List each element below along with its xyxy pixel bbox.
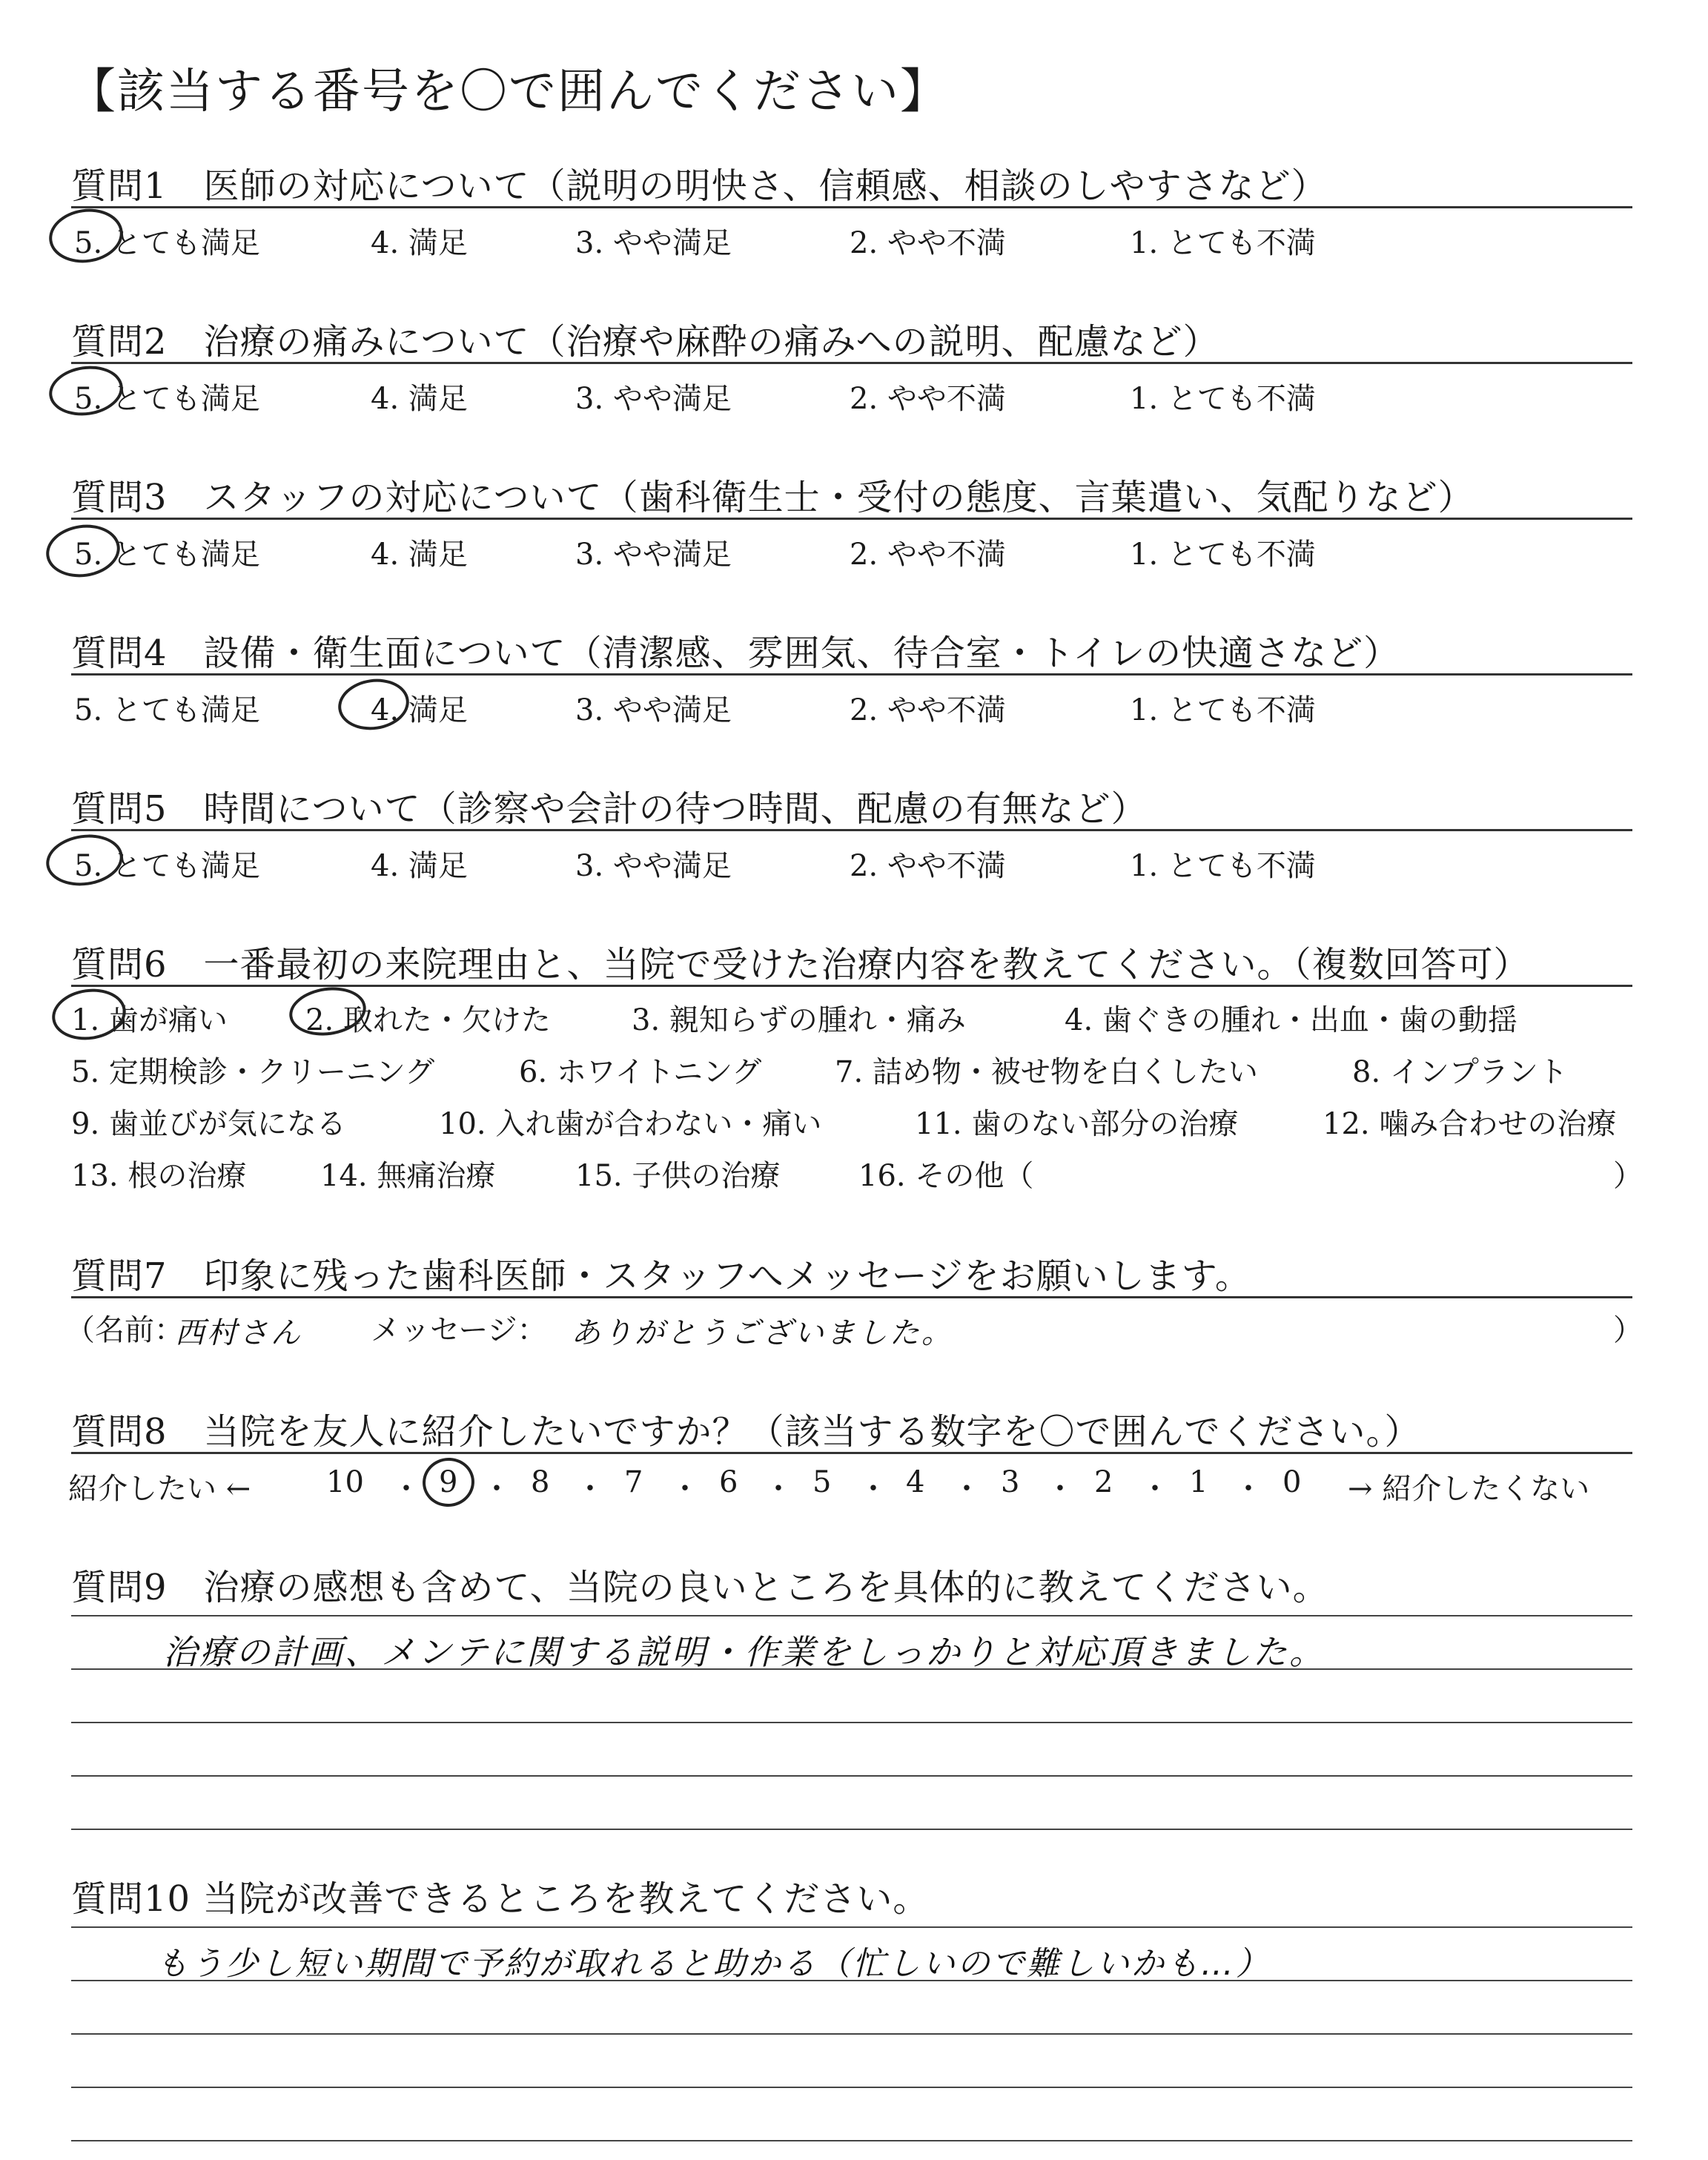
q6-rule — [71, 985, 1632, 987]
q9-answer-text[interactable]: 治療の計画、メンテに関する説明・作業をしっかりと対応頂きました。 — [163, 1632, 1325, 1672]
q7-message-value[interactable]: ありがとうございました。 — [571, 1316, 953, 1350]
q10-answer-line — [71, 2033, 1632, 2035]
q4-option-2[interactable]: 2. やや不満 — [850, 693, 1006, 727]
q9-answer-line — [71, 1775, 1632, 1777]
q6-option-8[interactable]: 8. インプラント — [1352, 1055, 1568, 1089]
q8-separator: ・ — [952, 1472, 982, 1506]
q7-close-paren: ） — [1613, 1313, 1643, 1347]
q4-option-5[interactable]: 5. とても満足 — [74, 693, 260, 727]
q1-option-1[interactable]: 1. とても不満 — [1130, 226, 1316, 260]
q9-title: 質問9 治療の感想も含めて、当院の良いところを具体的に教えてください。 — [71, 1567, 1329, 1608]
q3-option-3[interactable]: 3. やや満足 — [575, 538, 732, 572]
q5-option-4[interactable]: 4. 満足 — [371, 849, 468, 883]
q3-option-1[interactable]: 1. とても不満 — [1130, 538, 1316, 572]
q1-option-5[interactable]: 5. とても満足 — [74, 226, 260, 260]
q6-option-1[interactable]: 1. 歯が痛い — [71, 1003, 228, 1037]
q8-scale-4[interactable]: 4 — [906, 1465, 925, 1499]
q8-scale-5[interactable]: 5 — [812, 1465, 832, 1499]
q8-scale-0[interactable]: 0 — [1282, 1465, 1302, 1499]
q8-separator: ・ — [1140, 1472, 1170, 1506]
q7-title: 質問7 印象に残った歯科医師・スタッフへメッセージをお願いします。 — [71, 1255, 1251, 1297]
q3-option-4[interactable]: 4. 満足 — [371, 538, 468, 572]
q4-option-1[interactable]: 1. とても不満 — [1130, 693, 1316, 727]
q2-rule — [71, 362, 1632, 364]
q10-title: 質問10 当院が改善できるところを教えてください。 — [71, 1878, 930, 1920]
q6-option-13[interactable]: 13. 根の治療 — [71, 1159, 247, 1193]
q6-option-5[interactable]: 5. 定期検診・クリーニング — [71, 1055, 435, 1089]
q4-rule — [71, 673, 1632, 676]
q6-option-10[interactable]: 10. 入れ歯が合わない・痛い — [439, 1107, 822, 1141]
q2-option-5[interactable]: 5. とても満足 — [74, 382, 260, 416]
q8-scale-1[interactable]: 1 — [1189, 1465, 1208, 1499]
q6-option-14[interactable]: 14. 無痛治療 — [320, 1159, 496, 1193]
q3-rule — [71, 518, 1632, 520]
q5-option-3[interactable]: 3. やや満足 — [575, 849, 732, 883]
q3-title: 質問3 スタッフの対応について（歯科衛生士・受付の態度、言葉遣い、気配りなど） — [71, 477, 1474, 518]
q6-option-9[interactable]: 9. 歯並びが気になる — [71, 1107, 346, 1141]
q6-title: 質問6 一番最初の来院理由と、当院で受けた治療内容を教えてください。（複数回答可） — [71, 944, 1530, 985]
q8-scale-9[interactable]: 9 — [439, 1465, 458, 1499]
q1-rule — [71, 206, 1632, 208]
q10-answer-text[interactable]: もう少し短い期間で予約が取れると助かる（忙しいので難しいかも…） — [156, 1945, 1271, 1983]
q3-option-2[interactable]: 2. やや不満 — [850, 538, 1006, 572]
q8-rule — [71, 1452, 1632, 1454]
q6-option-2[interactable]: 2. 取れた・欠けた — [305, 1003, 551, 1037]
q8-selection-circle — [420, 1454, 478, 1510]
page-title: 【該当する番号を〇で囲んでください】 — [68, 65, 949, 119]
q5-option-2[interactable]: 2. やや不満 — [850, 849, 1006, 883]
q6-option-3[interactable]: 3. 親知らずの腫れ・痛み — [632, 1003, 966, 1037]
q6-option-11[interactable]: 11. 歯のない部分の治療 — [915, 1107, 1239, 1141]
q1-option-3[interactable]: 3. やや満足 — [575, 226, 732, 260]
q2-option-4[interactable]: 4. 満足 — [371, 382, 468, 416]
q8-separator: ・ — [482, 1472, 512, 1506]
q10-answer-line — [71, 2087, 1632, 2088]
q6-option-15[interactable]: 15. 子供の治療 — [575, 1159, 781, 1193]
q5-rule — [71, 829, 1632, 831]
q8-separator: ・ — [670, 1472, 700, 1506]
q10-answer-line — [71, 1926, 1632, 1928]
q7-rule — [71, 1296, 1632, 1298]
q4-option-3[interactable]: 3. やや満足 — [575, 693, 732, 727]
q1-option-4[interactable]: 4. 満足 — [371, 226, 468, 260]
q8-right-label: → 紹介したくない — [1348, 1472, 1590, 1506]
q3-option-5[interactable]: 5. とても満足 — [74, 538, 260, 572]
q8-scale-10[interactable]: 10 — [326, 1465, 364, 1499]
q6-other-close-paren: ） — [1613, 1159, 1643, 1193]
q6-option-4[interactable]: 4. 歯ぐきの腫れ・出血・歯の動揺 — [1065, 1003, 1517, 1037]
q5-option-1[interactable]: 1. とても不満 — [1130, 849, 1316, 883]
q7-name-value[interactable]: 西村さん — [175, 1316, 302, 1350]
q8-separator: ・ — [764, 1472, 793, 1506]
q4-title: 質問4 設備・衛生面について（清潔感、雰囲気、待合室・トイレの快適さなど） — [71, 633, 1400, 674]
q8-scale-2[interactable]: 2 — [1094, 1465, 1113, 1499]
q8-scale-6[interactable]: 6 — [719, 1465, 738, 1499]
q2-title: 質問2 治療の痛みについて（治療や麻酔の痛みへの説明、配慮など） — [71, 321, 1219, 363]
q1-title: 質問1 医師の対応について（説明の明快さ、信頼感、相談のしやすさなど） — [71, 165, 1328, 207]
q8-scale-8[interactable]: 8 — [531, 1465, 550, 1499]
q8-left-label: 紹介したい ← — [68, 1472, 251, 1506]
q4-option-4[interactable]: 4. 満足 — [371, 693, 468, 727]
q8-separator: ・ — [1045, 1472, 1075, 1506]
q1-option-2[interactable]: 2. やや不満 — [850, 226, 1006, 260]
q9-answer-line — [71, 1722, 1632, 1723]
q5-title: 質問5 時間について（診察や会計の待つ時間、配慮の有無など） — [71, 788, 1148, 830]
q8-title: 質問8 当院を友人に紹介したいですか？（該当する数字を〇で囲んでください。） — [71, 1411, 1421, 1453]
q8-scale-3[interactable]: 3 — [1001, 1465, 1020, 1499]
q9-answer-line — [71, 1829, 1632, 1830]
q6-option-12[interactable]: 12. 噛み合わせの治療 — [1323, 1107, 1617, 1141]
q8-separator: ・ — [858, 1472, 888, 1506]
q2-option-1[interactable]: 1. とても不満 — [1130, 382, 1316, 416]
q9-answer-line — [71, 1615, 1632, 1616]
q8-separator: ・ — [575, 1472, 605, 1506]
q2-option-2[interactable]: 2. やや不満 — [850, 382, 1006, 416]
q6-option-6[interactable]: 6. ホワイトニング — [519, 1055, 762, 1089]
q8-separator: ・ — [391, 1472, 421, 1506]
q8-scale-7[interactable]: 7 — [624, 1465, 643, 1499]
q7-name-label: （名前： — [65, 1313, 184, 1347]
q6-option-7[interactable]: 7. 詰め物・被せ物を白くしたい — [835, 1055, 1258, 1089]
q6-option-16[interactable]: 16. その他（ — [858, 1159, 1034, 1193]
q5-option-5[interactable]: 5. とても満足 — [74, 849, 260, 883]
q8-separator: ・ — [1234, 1472, 1263, 1506]
q10-answer-line — [71, 2140, 1632, 2141]
q2-option-3[interactable]: 3. やや満足 — [575, 382, 732, 416]
q7-message-label: メッセージ： — [371, 1313, 547, 1347]
